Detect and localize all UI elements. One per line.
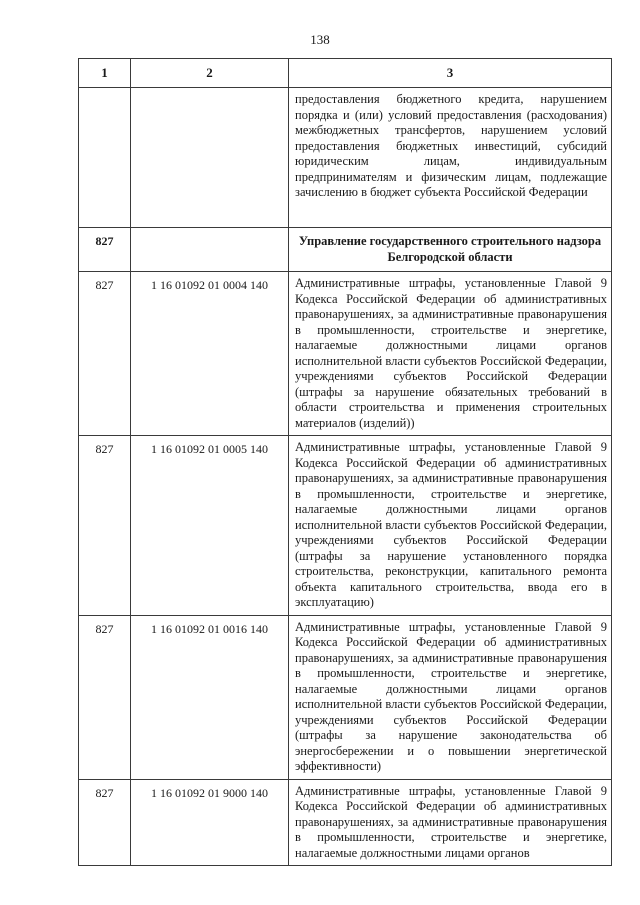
table-row: [79, 779, 612, 866]
admin-code-cell: 827: [79, 228, 131, 272]
table-row: [79, 615, 612, 779]
kbk-code-cell: [131, 228, 289, 272]
header-col-2: 2: [131, 59, 289, 88]
kbk-code-cell: 1 16 01092 01 0005 140: [131, 436, 289, 616]
description-cell: Административные штрафы, установленные Главой 9 Кодекса Российской Федерации об административных правонарушениях, за административные правонарушения в промышленности, строительстве и энергетике, налагаемые должностными лицами органов исполнительной власти субъектов Российской Федерации, учреждениями субъектов Российской Федерации (штрафы за нарушение установленного порядка строительства, реконструкции, капитального ремонта объекта капитального строительства, ввода его в эксплуатацию): [289, 436, 612, 616]
kbk-code-cell: 1 16 01092 01 9000 140: [131, 779, 289, 866]
kbk-code-cell: 1 16 01092 01 0016 140: [131, 615, 289, 779]
description-cell: Административные штрафы, установленные Главой 9 Кодекса Российской Федерации об административных правонарушениях, за административные правонарушения в промышленности, строительстве и энергетике, налагаемые должностными лицами органов исполнительной власти субъектов Российской Федерации, учреждениями субъектов Российской Федерации (штрафы за нарушение законодательства об энергосбережении и о повышении энергетической эффективности): [289, 615, 612, 779]
page-number: 138: [310, 32, 330, 47]
description-cell: предоставления бюджетного кредита, нарушением порядка и (или) условий предоставления (расходования) межбюджетных трансфертов, нарушением условий предоставления бюджетных инвестиций, субсидий юридическим лицам, индивидуальным предпринимателям и физическим лицам, подлежащие зачислению в бюджет субъекта Российской Федерации: [289, 88, 612, 228]
kbk-code-cell: [131, 88, 289, 228]
table-row: [79, 272, 612, 436]
admin-code-cell: [79, 88, 131, 228]
table-row: [79, 88, 612, 228]
section-heading-cell: Управление государственного строительного надзора Белгородской области: [289, 228, 612, 272]
admin-code-cell: 827: [79, 779, 131, 866]
table-row-section-heading: [79, 228, 612, 272]
description-cell: Административные штрафы, установленные Главой 9 Кодекса Российской Федерации об административных правонарушениях, за административные правонарушения в промышленности, строительстве и энергетике, налагаемые должностными лицами органов: [289, 779, 612, 866]
budget-codes-table: [78, 58, 612, 866]
description-cell: Административные штрафы, установленные Главой 9 Кодекса Российской Федерации об административных правонарушениях, за административные правонарушения в промышленности, строительстве и энергетике, налагаемые должностными лицами органов исполнительной власти субъектов Российской Федерации, учреждениями субъектов Российской Федерации (штрафы за нарушение обязательных требований в области строительства и применения строительных материалов (изделий)): [289, 272, 612, 436]
table-row: [79, 436, 612, 616]
table-header-row: [79, 59, 612, 88]
admin-code-cell: 827: [79, 615, 131, 779]
admin-code-cell: 827: [79, 436, 131, 616]
header-col-1: 1: [79, 59, 131, 88]
header-col-3: 3: [289, 59, 612, 88]
kbk-code-cell: 1 16 01092 01 0004 140: [131, 272, 289, 436]
admin-code-cell: 827: [79, 272, 131, 436]
